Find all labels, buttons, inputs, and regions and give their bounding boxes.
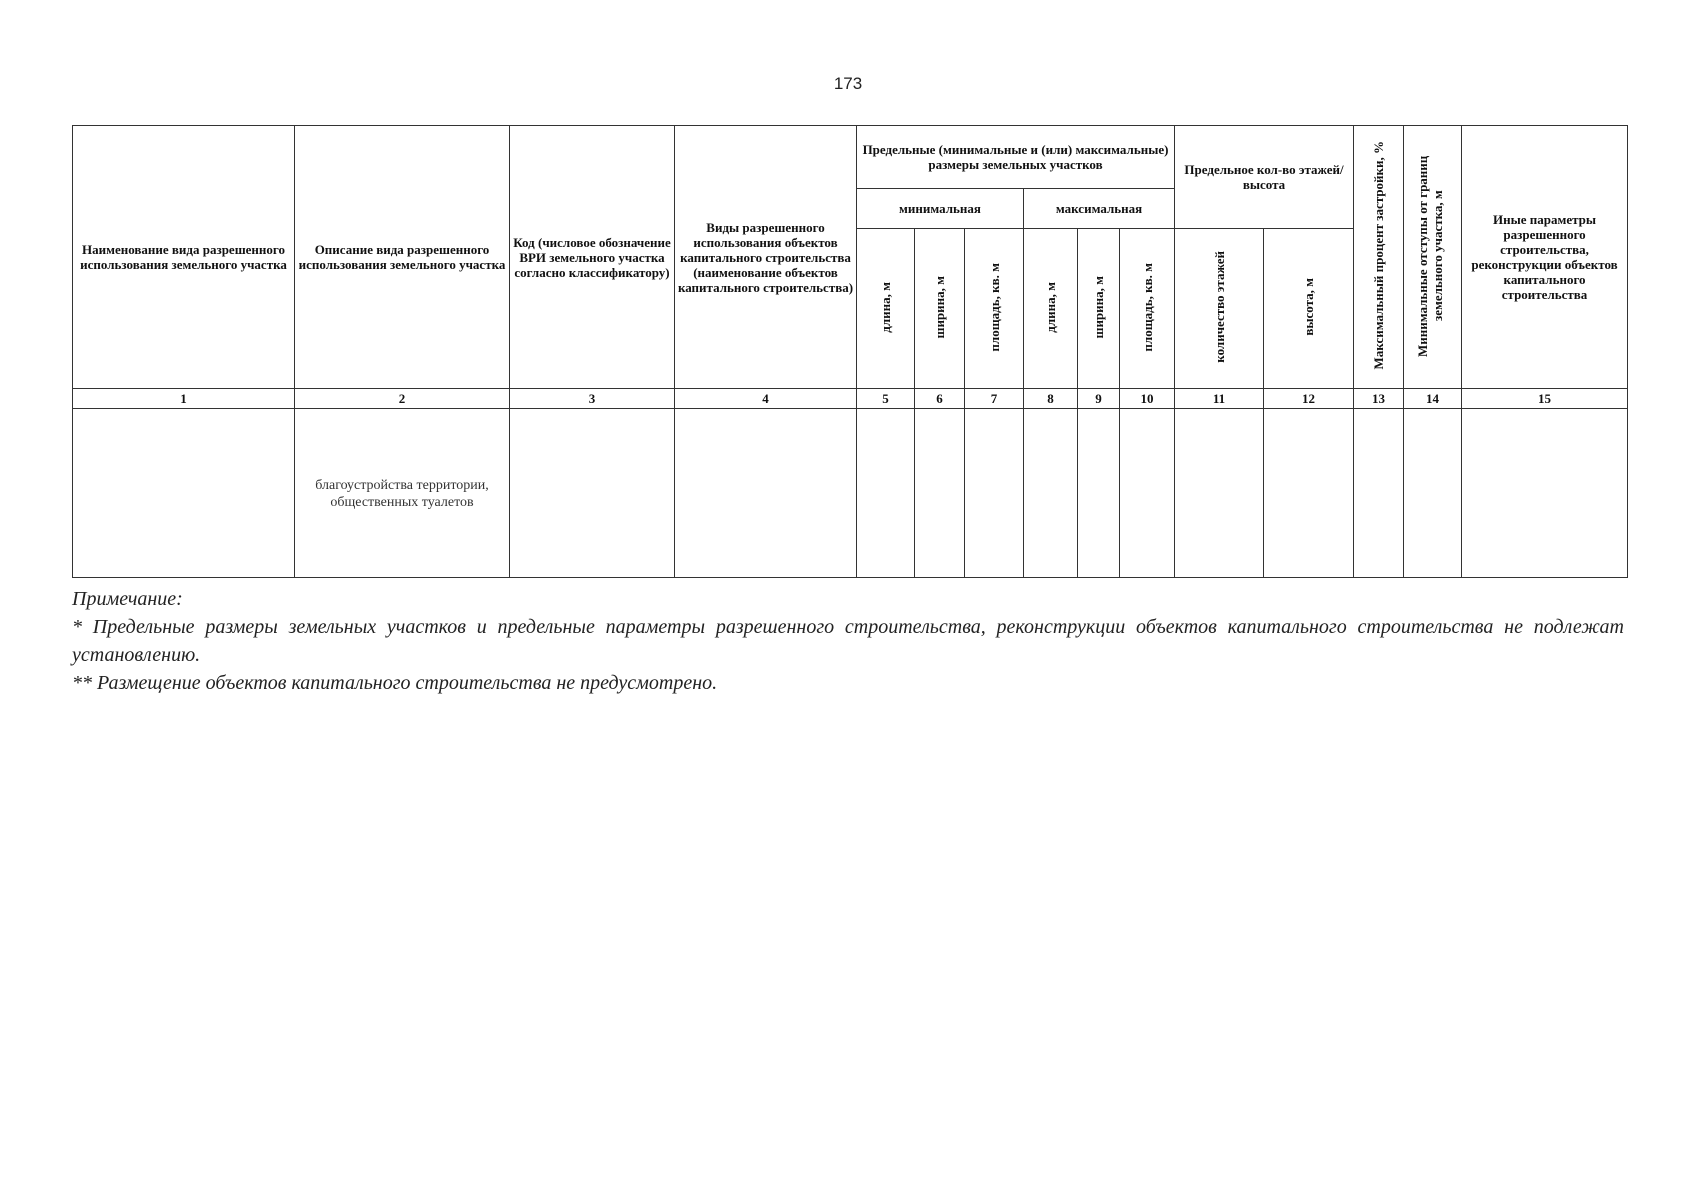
note-2: ** Размещение объектов капитального строительства не предусмотрено. bbox=[72, 672, 718, 694]
cell-max-width bbox=[1078, 409, 1120, 578]
column-number: 15 bbox=[1462, 389, 1628, 409]
land-use-table bbox=[72, 125, 1628, 578]
column-number: 14 bbox=[1404, 389, 1462, 409]
column-number: 3 bbox=[510, 389, 675, 409]
header-min-width: ширина, м bbox=[915, 229, 965, 389]
header-max-area: площадь, кв. м bbox=[1120, 229, 1175, 389]
cell-land-use-description: благоустройства территории, общественных туалетов bbox=[295, 409, 510, 578]
header-minimum: минимальная bbox=[857, 189, 1024, 229]
column-number: 13 bbox=[1354, 389, 1404, 409]
column-number: 6 bbox=[915, 389, 965, 409]
header-height: высота, м bbox=[1264, 229, 1354, 389]
cell-building-types bbox=[675, 409, 857, 578]
cell-land-use-name bbox=[73, 409, 295, 578]
column-number: 4 bbox=[675, 389, 857, 409]
column-number-row bbox=[73, 389, 1628, 409]
cell-max-length bbox=[1024, 409, 1078, 578]
table-row bbox=[73, 409, 1628, 578]
column-number: 10 bbox=[1120, 389, 1175, 409]
cell-min-width bbox=[915, 409, 965, 578]
column-number: 2 bbox=[295, 389, 510, 409]
notes-section bbox=[72, 585, 1624, 697]
note-1: * Предельные размеры земельных участков и предельные параметры разрешенного строительства, реконструкции объектов капитального строительства не подлежат установлению. bbox=[72, 616, 1624, 666]
column-number: 12 bbox=[1264, 389, 1354, 409]
header-building-types: Виды разрешенного использования объектов капитального строительства (наименование объектов капитального строительства) bbox=[675, 126, 857, 389]
header-min-setback: Минимальные отступы от границ земельного участка, м bbox=[1404, 126, 1462, 389]
cell-max-percent bbox=[1354, 409, 1404, 578]
notes-title: Примечание: bbox=[72, 588, 183, 610]
header-floors-height: Предельное кол-во этажей/высота bbox=[1175, 126, 1354, 229]
cell-min-length bbox=[857, 409, 915, 578]
header-land-use-name: Наименование вида разрешенного использования земельного участка bbox=[73, 126, 295, 389]
cell-other-params bbox=[1462, 409, 1628, 578]
cell-height bbox=[1264, 409, 1354, 578]
cell-max-area bbox=[1120, 409, 1175, 578]
header-max-length: длина, м bbox=[1024, 229, 1078, 389]
cell-min-setback bbox=[1404, 409, 1462, 578]
header-floors-count: количество этажей bbox=[1175, 229, 1264, 389]
header-maximum: максимальная bbox=[1024, 189, 1175, 229]
column-number: 8 bbox=[1024, 389, 1078, 409]
header-max-width: ширина, м bbox=[1078, 229, 1120, 389]
cell-floors-count bbox=[1175, 409, 1264, 578]
header-min-length: длина, м bbox=[857, 229, 915, 389]
header-max-percent: Максимальный процент застройки, % bbox=[1354, 126, 1404, 389]
header-code: Код (числовое обозначение ВРИ земельного участка согласно классификатору) bbox=[510, 126, 675, 389]
column-number: 1 bbox=[73, 389, 295, 409]
header-land-use-description: Описание вида разрешенного использования земельного участка bbox=[295, 126, 510, 389]
column-number: 9 bbox=[1078, 389, 1120, 409]
column-number: 11 bbox=[1175, 389, 1264, 409]
header-min-area: площадь, кв. м bbox=[965, 229, 1024, 389]
cell-min-area bbox=[965, 409, 1024, 578]
column-number: 5 bbox=[857, 389, 915, 409]
header-plot-size-limits: Предельные (минимальные и (или) максимальные) размеры земельных участков bbox=[857, 126, 1175, 189]
column-number: 7 bbox=[965, 389, 1024, 409]
cell-code bbox=[510, 409, 675, 578]
header-other-params: Иные параметры разрешенного строительства, реконструкции объектов капитального строительства bbox=[1462, 126, 1628, 389]
page-number: 173 bbox=[833, 74, 863, 93]
